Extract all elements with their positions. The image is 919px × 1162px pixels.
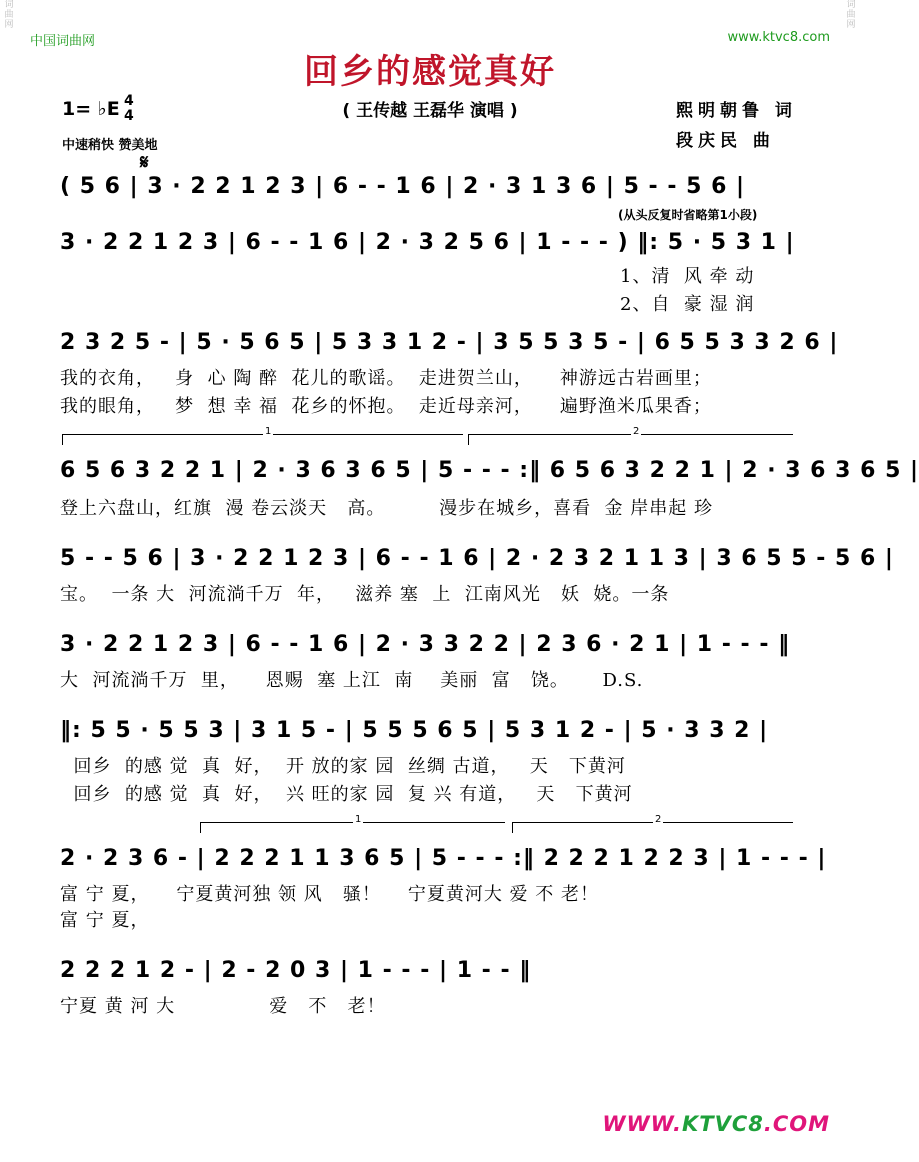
footer-brand [602, 1112, 830, 1136]
lyric-line-3b: 我的眼角， 梦 想 幸 福 花乡的怀抱。 走近母亲河， 遍野渔米瓜果香； [60, 396, 712, 417]
lyric-line-6: 大 河流淌千万 里， 恩赐 塞 上江 南 美丽 富 饶。 D.S. [60, 670, 644, 691]
song-title: 回乡的感觉真好 [304, 52, 556, 92]
singers: ( 王传越 王磊华 演唱 ) [342, 101, 518, 121]
volta-bracket-4 [512, 814, 793, 833]
site-name-left: 中国词曲网 [30, 34, 96, 49]
lyric-line-2a: 1、清 风 牵 动 [620, 266, 755, 287]
score-line-4: 6 5 6 3 2 2 1 | 2 · 3 6 3 6 5 | 5 - - - :‖ 6 5 6 3 2 2 1 | 2 · 3 6 3 6 5 | [60, 458, 919, 483]
lyric-line-4: 登上六盘山，红旗 漫 卷云淡天 高。 漫步在城乡，喜看 金 岸串起 珍 [60, 498, 713, 519]
tempo-marking: 中速稍快 赞美地 [62, 138, 158, 153]
lyric-line-7a: 回乡 的感 觉 真 好， 开 放的家 园 丝绸 古道， 天 下黄河 [60, 756, 626, 777]
key-signature: 1= ♭E [62, 98, 120, 120]
repeat-note: (从头反复时省略第1小段) [618, 208, 758, 222]
score-line-3: 2 3 2 5 - | 5 · 5 6 5 | 5 3 3 1 2 - | 3 5 5 3 5 - | 6 5 5 3 3 2 6 | [60, 330, 839, 355]
volta-label-3: 1 [355, 814, 362, 825]
lyric-line-3a: 我的衣角， 身 心 陶 醉 花儿的歌谣。 走进贺兰山， 神游远古岩画里； [60, 368, 712, 389]
lyric-line-8a: 富 宁 夏， 宁夏黄河独 领 风 骚！ 宁夏黄河大 爱 不 老！ [60, 884, 599, 905]
composer: 段庆民 曲 [676, 131, 775, 151]
lyricist: 熙明朝鲁 词 [676, 101, 797, 121]
lyric-line-2b: 2、自 豪 湿 润 [620, 294, 755, 315]
volta-bracket-2 [468, 426, 793, 445]
score-line-5: 5 - - 5 6 | 3 · 2 2 1 2 3 | 6 - - 1 6 | 2 · 2 3 2 1 1 3 | 3 6 5 5 - 5 6 | [60, 546, 894, 571]
segno-icon: 𝄋 [140, 150, 149, 174]
lyric-line-8b: 富 宁 夏， [60, 910, 150, 931]
time-sig-bottom: 4 [124, 108, 134, 124]
watermark-left: 词 曲 网 [4, 0, 14, 30]
volta-label-2: 2 [633, 426, 640, 437]
time-signature [124, 94, 134, 124]
footer-brand-c: .COM [763, 1112, 830, 1136]
lyric-line-9: 宁夏 黄 河 大 爱 不 老！ [60, 996, 386, 1017]
lyric-line-5: 宝。 一条 大 河流淌千万 年， 滋养 塞 上 江南风光 妖 娆。一条 [60, 584, 670, 605]
site-url-right: www.ktvc8.com [727, 30, 830, 45]
watermark-right: 词 曲 网 [846, 0, 856, 30]
volta-label-4: 2 [655, 814, 662, 825]
lyric-line-7b: 回乡 的感 觉 真 好， 兴 旺的家 园 复 兴 有道， 天 下黄河 [60, 784, 633, 805]
volta-bracket-3 [200, 814, 505, 833]
score-line-6: 3 · 2 2 1 2 3 | 6 - - 1 6 | 2 · 3 3 2 2 | 2 3 6 · 2 1 | 1 - - - ‖ [60, 632, 791, 657]
volta-bracket-1 [62, 426, 463, 445]
footer-brand-a: WWW. [602, 1112, 682, 1136]
score-line-8: 2 · 2 3 6 - | 2 2 2 1 1 3 6 5 | 5 - - - :‖ 2 2 2 1 2 2 3 | 1 - - - | [60, 846, 827, 871]
time-sig-top: 4 [124, 93, 134, 109]
score-line-9: 2 2 2 1 2 - | 2 - 2 0 3 | 1 - - - | 1 - - ‖ [60, 958, 532, 983]
volta-label-1: 1 [265, 426, 272, 437]
score-line-7: ‖: 5 5 · 5 5 3 | 3 1 5 - | 5 5 5 6 5 | 5 3 1 2 - | 5 · 3 3 2 | [60, 718, 769, 743]
footer-brand-b: KTVC8 [681, 1112, 764, 1136]
score-line-1: ( 5 6 | 3 · 2 2 1 2 3 | 6 - - 1 6 | 2 · 3 1 3 6 | 5 - - 5 6 | [60, 174, 746, 199]
score-line-2: 3 · 2 2 1 2 3 | 6 - - 1 6 | 2 · 3 2 5 6 | 1 - - - ) ‖: 5 · 5 3 1 | [60, 230, 795, 255]
